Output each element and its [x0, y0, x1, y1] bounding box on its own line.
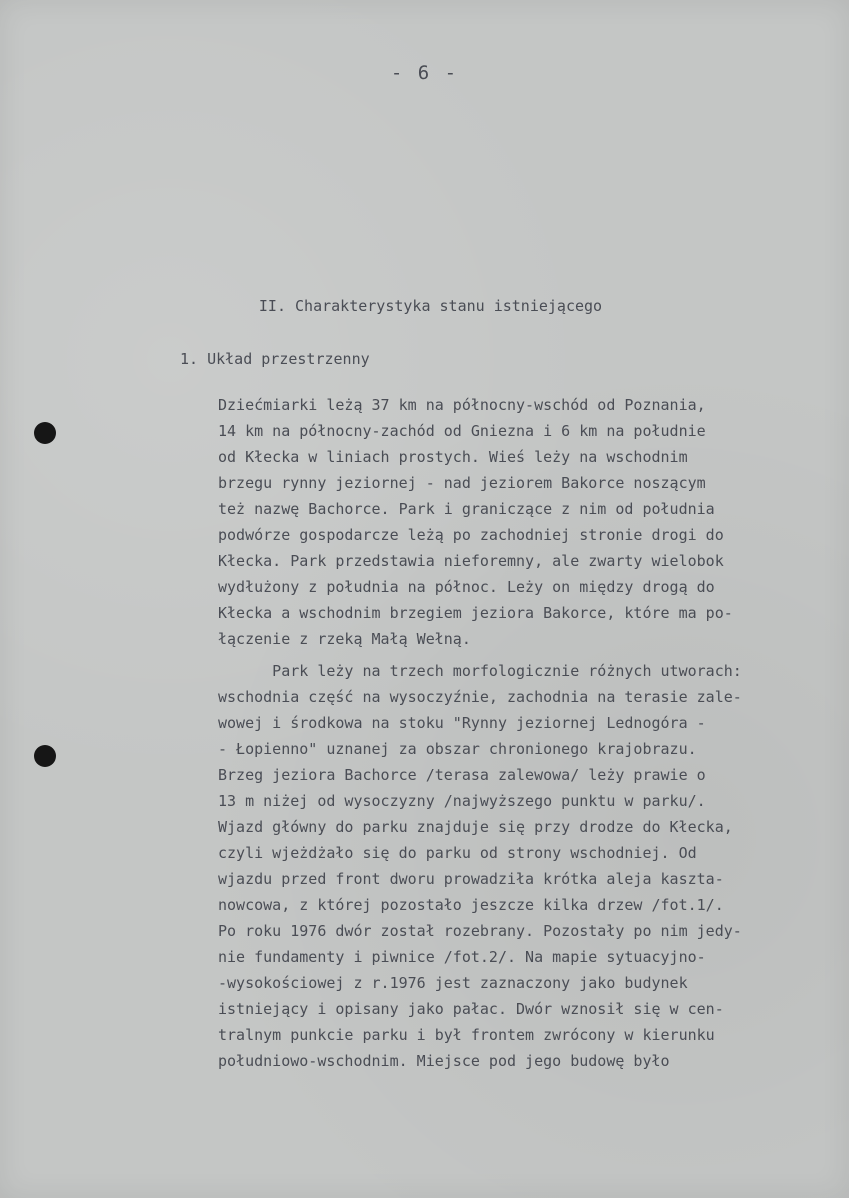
paragraph-line: Dziećmiarki leżą 37 km na północny-wschód od Poznania,	[218, 396, 706, 414]
page-number: - 6 -	[390, 62, 459, 84]
section-heading: 1. Układ przestrzenny	[180, 350, 370, 368]
paragraph-line: istniejący i opisany jako pałac. Dwór wznosił się w cen-	[218, 1000, 724, 1018]
paragraph-line: od Kłecka w liniach prostych. Wieś leży na wschodnim	[218, 448, 688, 466]
paragraph-line: Kłecka a wschodnim brzegiem jeziora Bakorce, które ma po-	[218, 604, 733, 622]
paragraph-line: tralnym punkcie parku i był frontem zwrócony w kierunku	[218, 1026, 715, 1044]
paragraph-line: podwórze gospodarcze leżą po zachodniej stronie drogi do	[218, 526, 724, 544]
paragraph-line: nie fundamenty i piwnice /fot.2/. Na mapie sytuacyjno-	[218, 948, 706, 966]
paragraph-line: Brzeg jeziora Bachorce /terasa zalewowa/ leży prawie o	[218, 766, 706, 784]
paragraph-line: Wjazd główny do parku znajduje się przy drodze do Kłecka,	[218, 818, 733, 836]
paragraph-line: wjazdu przed front dworu prowadziła krótka aleja kaszta-	[218, 870, 724, 888]
paragraph-line: Po roku 1976 dwór został rozebrany. Pozostały po nim jedy-	[218, 922, 742, 940]
paragraph-line: wschodnia część na wysoczyźnie, zachodnia na terasie zale-	[218, 688, 742, 706]
paragraph-line: łączenie z rzeką Małą Wełną.	[218, 630, 471, 648]
paragraph-line: brzegu rynny jeziornej - nad jeziorem Bakorce noszącym	[218, 474, 706, 492]
punch-hole	[34, 745, 56, 767]
punch-hole	[34, 422, 56, 444]
paragraph-line: Kłecka. Park przedstawia nieforemny, ale zwarty wielobok	[218, 552, 724, 570]
paragraph-line: -wysokościowej z r.1976 jest zaznaczony jako budynek	[218, 974, 688, 992]
chapter-title: II. Charakterystyka stanu istniejącego	[258, 297, 603, 315]
paragraph-line: południowo-wschodnim. Miejsce pod jego budowę było	[218, 1052, 670, 1070]
paragraph-line: Park leży na trzech morfologicznie różnych utworach:	[218, 662, 742, 680]
paragraph-line: wydłużony z południa na północ. Leży on między drogą do	[218, 578, 715, 596]
paragraph-line: też nazwę Bachorce. Park i graniczące z nim od południa	[218, 500, 715, 518]
paragraph-line: - Łopienno" uznanej za obszar chronionego krajobrazu.	[218, 740, 697, 758]
paragraph-line: nowcowa, z której pozostało jeszcze kilka drzew /fot.1/.	[218, 896, 724, 914]
paragraph-line: 14 km na północny-zachód od Gniezna i 6 km na południe	[218, 422, 706, 440]
paragraph-line: czyli wjeżdżało się do parku od strony wschodniej. Od	[218, 844, 697, 862]
paragraph-line: wowej i środkowa na stoku "Rynny jeziornej Lednogóra -	[218, 714, 706, 732]
paragraph-line: 13 m niżej od wysoczyzny /najwyższego punktu w parku/.	[218, 792, 706, 810]
